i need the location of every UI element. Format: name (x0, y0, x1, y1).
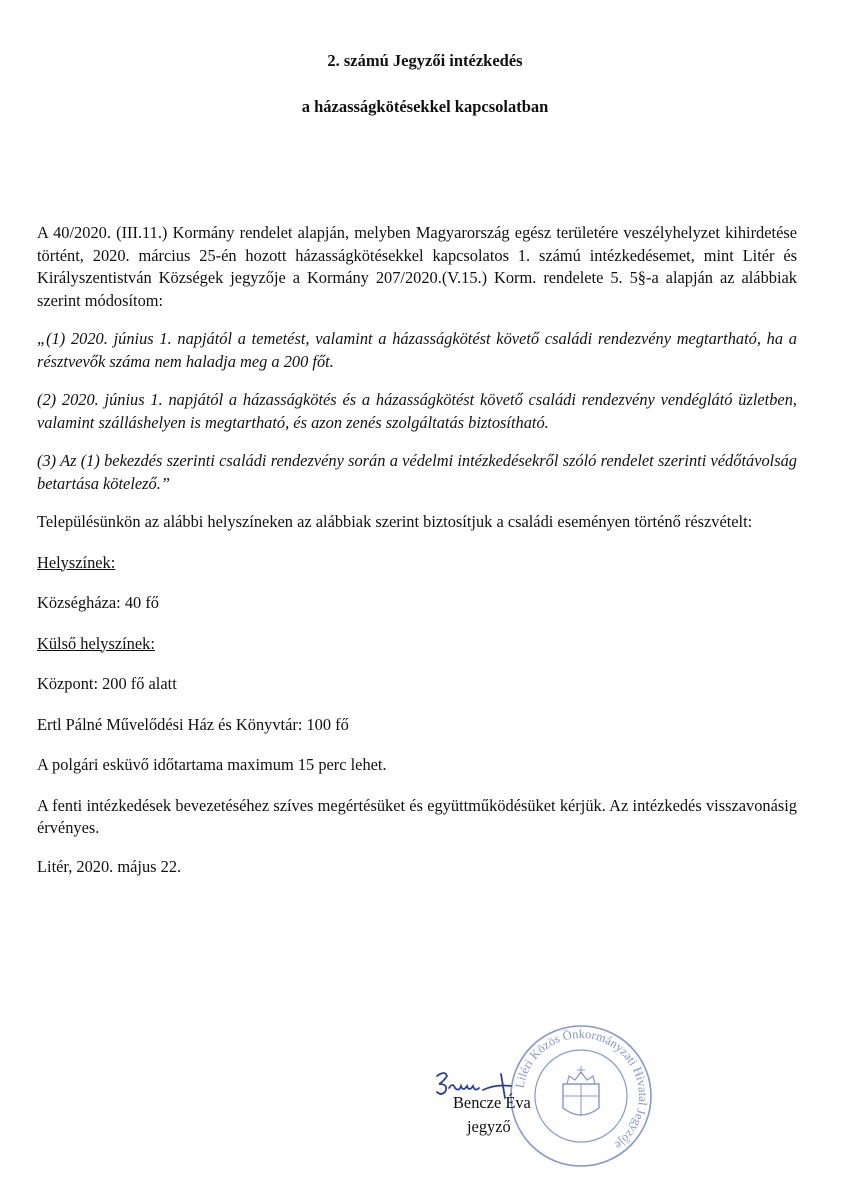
intro-paragraph: A 40/2020. (III.11.) Kormány rendelet alapján, melyben Magyarország egész területére veszélyhelyzet kihirdetése történt, 2020. március 25-én hozott házasságkötésekkel kapcsolatos 1. számú intézkedésemet, mint Litér és Királyszentistván Községek jegyzője a Kormány 207/2020.(V.15.) Korm. rendelete 5. 5§-a alapján az alábbiak szerint módosítom: (37, 223, 797, 310)
outdoor-venues-heading: Külső helyszínek: (37, 633, 155, 653)
signatory-role: jegyző (467, 1117, 511, 1136)
quote-paragraph-2: (2) 2020. június 1. napjától a házasságkötés és a házasságkötést követő családi rendezvény vendéglátó üzletben, valamint szálláshelyen is megtartható, és azon zenés szolgáltatás biztosítható. (37, 390, 797, 432)
local-intro-paragraph: Településünkön az alábbi helyszíneken az alábbiak szerint biztosítjuk a családi eseményen történő részvételt: (37, 512, 753, 531)
quote-paragraph-1: „(1) 2020. június 1. napjától a temetést, valamint a házasságkötést követő családi rendezvény megtartható, ha a résztvevők száma nem haladja meg a 200 főt. (37, 329, 797, 371)
place-date: Litér, 2020. május 22. (37, 856, 182, 876)
document-subtitle: a házasságkötésekkel kapcsolatban (301, 97, 549, 116)
venues-heading: Helyszínek: (37, 552, 116, 572)
outdoor-venue-item: Ertl Pálné Művelődési Ház és Könyvtár: 100 fő (37, 714, 349, 734)
outdoor-venue-item: Központ: 200 fő alatt (37, 674, 177, 693)
document-body (37, 222, 797, 894)
document-title: 2. számú Jegyzői intézkedés (327, 51, 523, 70)
closing-paragraph: A fenti intézkedések bevezetéséhez szíves megértésüket és együttműködésüket kérjük. Az intézkedés visszavonásig érvényes. (37, 795, 797, 837)
quote-paragraph-3: (3) Az (1) bekezdés szerinti családi rendezvény során a védelmi intézkedésekről szóló rendelet szerinti védőtávolság betartása kötelező.” (37, 451, 797, 493)
signatory-name: Bencze Éva (453, 1093, 531, 1112)
duration-paragraph: A polgári esküvő időtartama maximum 15 perc lehet. (37, 755, 387, 774)
stamp-text: Liléri Közös Önkormányzati Hivatal Jegyzője (512, 1026, 651, 1153)
signature-block (415, 1026, 675, 1180)
venue-item: Községháza: 40 fő (37, 593, 159, 612)
